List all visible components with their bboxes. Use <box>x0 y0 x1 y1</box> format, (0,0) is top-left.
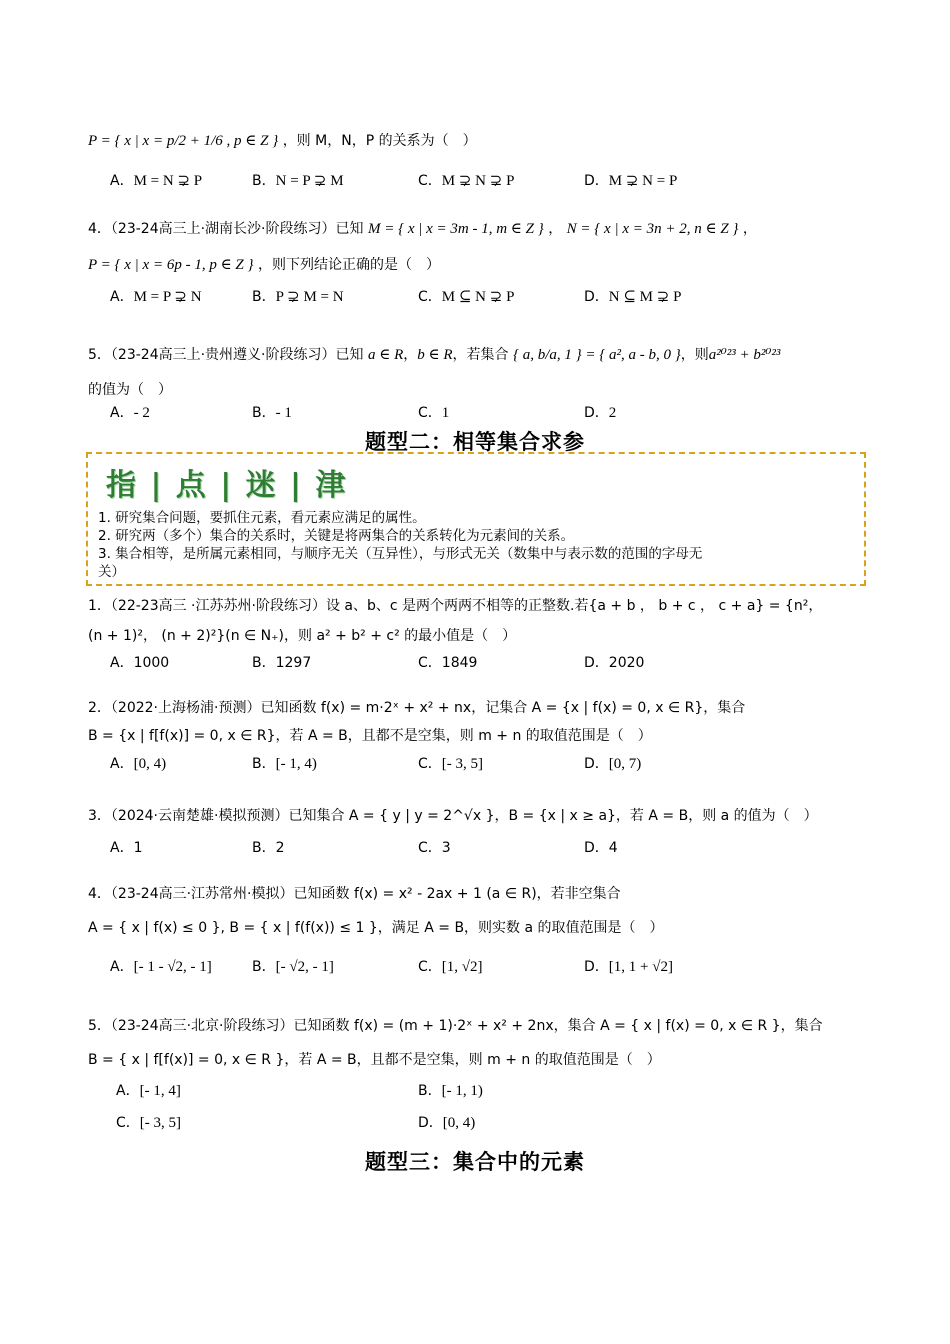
p5-option-d[interactable]: D．[0, 4) <box>418 1115 476 1131</box>
p1-option-d[interactable]: D．2020 <box>584 655 645 671</box>
q5-source: （23-24高三上·贵州遵义·阶段练习）已知 <box>110 347 364 363</box>
q4-stem-line2 <box>88 256 440 274</box>
q5-option-a[interactable]: A．- 2 <box>110 405 150 421</box>
q5-expr: a²⁰²³ + b²⁰²³ <box>708 347 781 363</box>
q4-set-p: P = { x | x = 6p - 1, p ∈ Z } <box>88 257 254 273</box>
q5-cond-b: b ∈ R <box>417 347 453 363</box>
p3-option-b[interactable]: B．2 <box>252 840 285 856</box>
q5-comma: ， <box>403 347 418 363</box>
p5-option-c[interactable]: C．[- 3, 5] <box>116 1115 182 1131</box>
q5-stem-line1 <box>88 346 780 364</box>
q4-sep: ， <box>548 221 563 237</box>
p2-option-b[interactable]: B．[- 1, 4) <box>252 756 317 772</box>
q5-number: 5． <box>88 347 111 363</box>
p5-number: 5． <box>88 1018 111 1034</box>
p2-stem-line1 <box>88 700 745 717</box>
p3-option-c[interactable]: C．3 <box>418 840 451 856</box>
q3-option-a[interactable]: A．M = N ⊋ P <box>110 173 203 189</box>
p2-text-1: （2022·上海杨浦·预测）已知函数 f(x) = m·2ˣ + x² + nx，记集合 A = {x | f(x) = 0, x ∈ R}，集合 <box>110 700 746 716</box>
p2-option-c[interactable]: C．[- 3, 5] <box>418 756 484 772</box>
q5-option-c[interactable]: C．1 <box>418 405 450 421</box>
q5-cond-a: a ∈ R <box>367 347 404 363</box>
p3-option-a[interactable]: A．1 <box>110 840 143 856</box>
p5-stem-line1 <box>88 1018 823 1035</box>
q3-option-b[interactable]: B．N = P ⊋ M <box>252 173 344 189</box>
q4-tail: ，则下列结论正确的是（ ） <box>257 257 440 273</box>
q5-option-b[interactable]: B．- 1 <box>252 405 292 421</box>
p2-stem-line2: B = {x | f[f(x)] = 0, x ∈ R}，若 A = B，且都不是空集，则 m + n 的取值范围是（ ） <box>88 728 652 744</box>
q4-set-m: M = { x | x = 3m - 1, m ∈ Z } <box>367 221 544 237</box>
p1-stem-line1 <box>88 598 822 615</box>
tips-line-1: 1. 研究集合问题，要抓住元素，看元素应满足的属性。 <box>98 510 426 526</box>
p5-stem-line2: B = { x | f[f(x)] = 0, x ∈ R }，若 A = B，且都不是空集，则 m + n 的取值范围是（ ） <box>88 1052 661 1068</box>
tips-line-2: 2. 研究两（多个）集合的关系时，关键是将两集合的关系转化为元素间的关系。 <box>98 528 575 544</box>
p4-number: 4． <box>88 886 111 902</box>
p3-number: 3． <box>88 808 111 824</box>
p1-option-b[interactable]: B．1297 <box>252 655 312 671</box>
p4-text-1: （23-24高三·江苏常州·模拟）已知函数 f(x) = x² - 2ax + 1 (a ∈ R)，若非空集合 <box>110 886 621 902</box>
tips-box <box>86 452 866 586</box>
q4-option-a[interactable]: A．M = P ⊋ N <box>110 289 202 305</box>
section-title-3: 题型三：集合中的元素 <box>365 1150 585 1174</box>
q5-then: ，则 <box>680 347 709 363</box>
p1-text-1: （22-23高三 ·江苏苏州·阶段练习）设 a、b、c 是两个两两不相等的正整数.若{a + b ， b + c ， c + a} = {n²， <box>110 598 823 614</box>
q5-tail: 的值为（ ） <box>88 382 172 398</box>
p3-text-1: （2024·云南楚雄·模拟预测）已知集合 A = { y | y = 2^√x }，B = {x | x ≥ a}，若 A = B，则 a 的值为（ ） <box>110 808 818 824</box>
q4-option-b[interactable]: B．P ⊋ M = N <box>252 289 344 305</box>
p1-stem-line2: (n + 1)²， (n + 2)²}(n ∈ N₊)，则 a² + b² + c² 的最小值是（ ） <box>88 628 517 644</box>
q4-set-n: N = { x | x = 3n + 2, n ∈ Z } <box>566 221 739 237</box>
p5-text-1: （23-24高三·北京·阶段练习）已知函数 f(x) = (m + 1)·2ˣ + x² + 2nx，集合 A = { x | f(x) = 0, x ∈ R }，集合 <box>110 1018 823 1034</box>
q4-sep2: ， <box>742 221 757 237</box>
q4-option-d[interactable]: D．N ⊆ M ⊋ P <box>584 289 682 305</box>
p2-option-a[interactable]: A．[0, 4) <box>110 756 167 772</box>
q4-number: 4． <box>88 221 111 237</box>
p5-option-b[interactable]: B．[- 1, 1) <box>418 1083 483 1099</box>
q4-stem-line1 <box>88 220 757 238</box>
p4-stem-line1 <box>88 886 621 903</box>
q5-option-d[interactable]: D．2 <box>584 405 617 421</box>
q4-source: （23-24高三上·湖南长沙·阶段练习）已知 <box>110 221 364 237</box>
p1-option-c[interactable]: C．1849 <box>418 655 478 671</box>
q5-mid: ，若集合 <box>452 347 509 363</box>
p4-option-a[interactable]: A．[- 1 - √2, - 1] <box>110 959 212 975</box>
tips-title: 指 | 点 | 迷 | 津 <box>106 468 348 503</box>
q4-option-c[interactable]: C．M ⊆ N ⊋ P <box>418 289 515 305</box>
q3-set-p: P = { x | x = p/2 + 1/6 , p ∈ Z } <box>88 133 279 149</box>
tips-line-3: 3. 集合相等，是所属元素相同，与顺序无关（互异性），与形式无关（数集中与表示数的范围的字母无 <box>98 546 703 562</box>
q3-stem <box>88 132 477 150</box>
q3-option-d[interactable]: D．M ⊋ N = P <box>584 173 678 189</box>
q3-tail-text: ，则 M，N，P 的关系为（ ） <box>282 133 477 149</box>
p4-option-b[interactable]: B．[- √2, - 1] <box>252 959 334 975</box>
tips-line-4: 关） <box>98 564 125 580</box>
q5-sets: { a, b/a, 1 } = { a², a - b, 0 } <box>512 347 681 363</box>
q3-option-c[interactable]: C．M ⊋ N ⊋ P <box>418 173 515 189</box>
p2-option-d[interactable]: D．[0, 7) <box>584 756 642 772</box>
section-title-2: 题型二：相等集合求参 <box>365 430 585 454</box>
p1-number: 1． <box>88 598 111 614</box>
p4-option-c[interactable]: C．[1, √2] <box>418 959 483 975</box>
p4-option-d[interactable]: D．[1, 1 + √2] <box>584 959 673 975</box>
p5-option-a[interactable]: A．[- 1, 4] <box>116 1083 181 1099</box>
p2-number: 2． <box>88 700 111 716</box>
p4-stem-line2: A = { x | f(x) ≤ 0 }, B = { x | f(f(x)) ≤ 1 }，满足 A = B，则实数 a 的取值范围是（ ） <box>88 920 664 936</box>
p1-option-a[interactable]: A．1000 <box>110 655 170 671</box>
p3-option-d[interactable]: D．4 <box>584 840 618 856</box>
p3-stem-line1 <box>88 808 818 825</box>
